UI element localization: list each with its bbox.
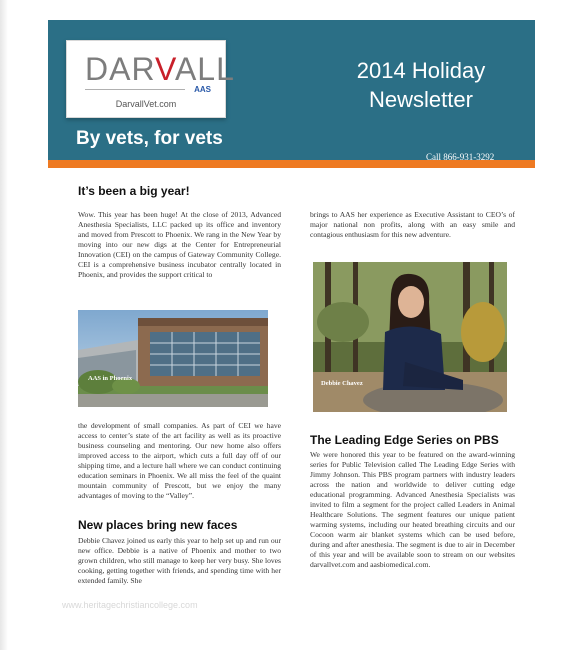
- watermark-text: www.heritagechristiancollege.com: [62, 600, 198, 610]
- building-image: [78, 310, 268, 407]
- aas-building-photo: [78, 310, 268, 407]
- darvall-logo: [66, 40, 235, 118]
- new-faces-paragraph: Debbie Chavez joined us early this year to help set up and run our new office. Debbie is a native of Phoenix and mother to two grown children, who still manage to keep her very busy. She loves cooking, getting together with friends, and spending time with her extended family. She: [78, 536, 281, 585]
- big-year-paragraph-2: the development of small companies. As part of CEI we have access to center’s state of the art facility as well as its proactive business counseling and mentoring. Our new home also offers improved access to the airport, which cuts a full day off of our shipping time, and a lecture hall where we can conduct continuing education seminars in Phoenix. We all miss the feel of the quaint mountain community of Prescott, but we enjoy the many advantages of moving to the “Valley”.: [78, 421, 281, 500]
- section-heading-new-faces: New places bring new faces: [78, 518, 238, 532]
- section-heading-pbs: The Leading Edge Series on PBS: [310, 433, 499, 447]
- big-year-paragraph-1: Wow. This year has been huge! At the close of 2013, Advanced Anesthesia Specialists, LLC packed up its office and inventory and moved from Prescott to Phoenix. We rang in the New Year by moving into our new digs at the Center for Entrepreneurial Innovation (CEI) on the campus of Gateway Community College. CEI is a comprehensive business incubator centrally located in Phoenix, and provides the support critical to: [78, 210, 281, 279]
- newsletter-title: 2014 Holiday Newsletter: [356, 58, 486, 112]
- section-heading-big-year: It’s been a big year!: [78, 184, 190, 198]
- logo-rule: [85, 89, 185, 90]
- debbie-paragraph-continued: brings to AAS her experience as Executive Assistant to CEO’s of major national non profits, along with an easy smile and contagious enthusiasm for this new adventure.: [310, 210, 515, 239]
- tagline: By vets, for vets: [76, 128, 223, 149]
- logo-wordmark: DARVALL: [85, 51, 235, 87]
- debbie-chavez-photo: [313, 262, 507, 412]
- portrait-photo-caption: Debbie Chavez: [321, 380, 363, 387]
- phone-number: Call 866-931-3292: [426, 152, 495, 162]
- page-shadow: [0, 0, 8, 650]
- portrait-image: [313, 262, 507, 412]
- logo-url: DarvallVet.com: [115, 99, 177, 109]
- building-photo-caption: AAS in Phoenix: [88, 375, 133, 382]
- pbs-paragraph: We were honored this year to be featured on the award-winning series for Public Television called The Leading Edge Series with Jimmy Johnson. This PBS program partners with industry leaders across the nation and worldwide to deliver cutting edge educational programming. Advanced Anesthesia Specialists was invited to film a segment for the project called Leaders in Animal Healthcare Solutions. The segment features our unique patient warming systems, including our heated breathing circuits and our Cocoon warm air blanket systems which can be used before, during and after anesthesia. The segment is due to air in December of this year and will be available soon to stream on our websites darvallvet.com and aasbiomedical.com.: [310, 450, 515, 569]
- newsletter-header: [48, 20, 535, 160]
- logo-sub-brand: AAS: [194, 85, 211, 94]
